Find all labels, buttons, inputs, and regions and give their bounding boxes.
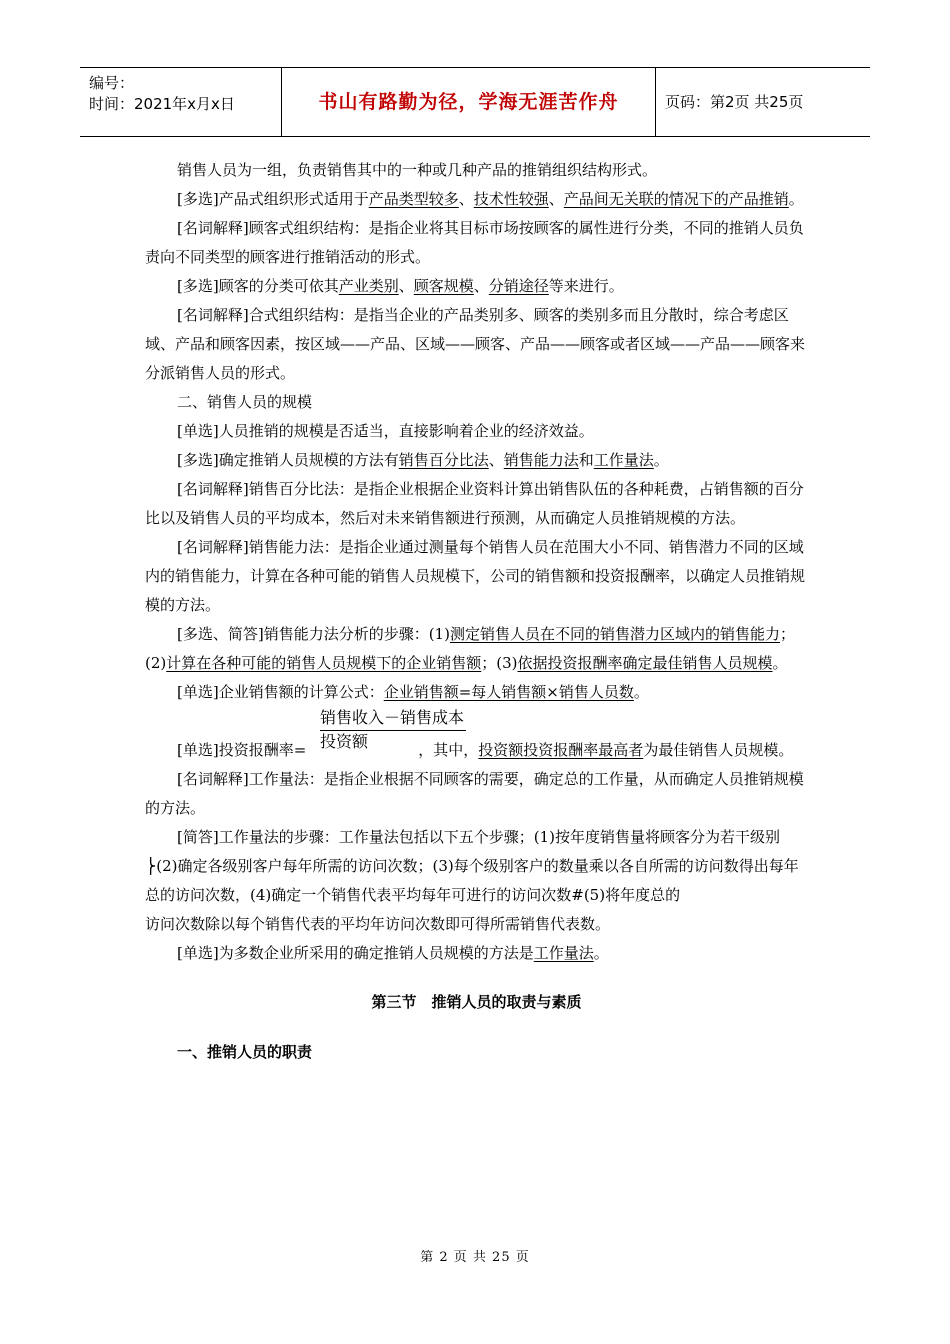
fraction-denominator: 投资额 xyxy=(320,732,369,751)
paragraph: 销售人员为一组，负责销售其中的一种或几种产品的推销组织结构形式。 xyxy=(177,161,658,179)
paragraph: 访问次数除以每个销售代表的平均年访问次数即可得所需销售代表数。 xyxy=(145,915,611,933)
header-page-info: 页码：第2页 共25页 xyxy=(665,93,804,111)
underlined-answer: 分销途径 xyxy=(488,277,549,295)
page-footer: 第 2 页 共 25 页 xyxy=(420,1250,530,1265)
header-meta xyxy=(80,68,282,136)
underlined-answer: 顾客规模 xyxy=(413,277,474,295)
underlined-answer: 技术性较强 xyxy=(473,190,549,208)
underlined-answer: 工作量法 xyxy=(533,944,594,962)
subsection-title: 一、推销人员的职责 xyxy=(177,1043,313,1061)
underlined-answer: 企业销售额=每人销售额×销售人员数 xyxy=(383,683,634,701)
underlined-answer: 计算在各种可能的销售人员规模下的企业销售额 xyxy=(166,654,482,672)
underlined-answer: 测定销售人员在不同的销售潜力区域内的销售能力 xyxy=(449,625,780,643)
underlined-answer: 依据投资报酬率确定最佳销售人员规模 xyxy=(517,654,773,672)
page-header xyxy=(80,67,870,137)
paragraph: [单选]企业销售额的计算公式：企业销售额=每人销售额×销售人员数。 xyxy=(177,683,649,701)
fraction-numerator: 销售收入－销售成本 xyxy=(320,707,466,731)
doc-time-label: 时间：2021年x月x日 xyxy=(89,95,235,113)
paragraph: [单选]为多数企业所采用的确定推销人员规模的方法是工作量法。 xyxy=(177,944,609,962)
document-body xyxy=(145,156,808,1067)
underlined-answer: 工作量法 xyxy=(593,451,654,469)
underlined-answer: 产品间无关联的情况下的产品推销 xyxy=(563,190,789,208)
underlined-answer: 投资额投资报酬率最高者 xyxy=(478,741,644,759)
paragraph: [多选、简答]销售能力法分析的步骤：(1)测定销售人员在不同的销售潜力区域内的销售能力；(2)计算在各种可能的销售人员规模下的企业销售额；(3)依据投资报酬率确定最佳销售人员规模。 xyxy=(145,625,795,672)
paragraph: [名词解释]销售百分比法：是指企业根据企业资料计算出销售队伍的各种耗费，占销售额的百分比以及销售人员的平均成本，然后对未来销售额进行预测，从而确定人员推销规模的方法。 xyxy=(145,480,804,527)
paragraph: [名词解释]合式组织结构：是指当企业的产品类别多、顾客的类别多而且分散时，综合考虑区域、产品和顾客因素，按区域——产品、区域——顾客、产品——顾客或者区域——产品——顾客来分派销售人员的形式。 xyxy=(145,306,806,382)
doc-number-label: 编号： xyxy=(89,74,135,92)
roi-fraction xyxy=(320,707,466,753)
underlined-answer: 产业类别 xyxy=(338,277,399,295)
paragraph: [简答]工作量法的步骤：工作量法包括以下五个步骤；(1)按年度销售量将顾客分为若干级别⎬(2)确定各级别客户每年所需的访问次数；(3)每个级别客户的数量乘以各自所需的访问数得出每年总的访问次数，(4)确定一个销售代表平均每年可进行的访问次数#(5)将年度总的 xyxy=(145,828,799,904)
paragraph: [名词解释]工作量法：是指企业根据不同顾客的需要，确定总的工作量，从而确定人员推销规模的方法。 xyxy=(145,770,804,817)
paragraph: 二、销售人员的规模 xyxy=(177,393,313,411)
paragraph: [名词解释]销售能力法：是指企业通过测量每个销售人员在范围大小不同、销售潜力不同的区域内的销售能力，计算在各种可能的销售人员规模下，公司的销售额和投资报酬率，以确定人员推销规模的方法。 xyxy=(145,538,806,614)
formula-line xyxy=(145,707,808,765)
paragraph: [单选]投资报酬率= ，其中，投资额投资报酬率最高者为最佳销售人员规模。 xyxy=(177,741,794,759)
paragraph: [多选]顾客的分类可依其产业类别、顾客规模、分销途径等来进行。 xyxy=(177,277,624,295)
underlined-answer: 产品类型较多 xyxy=(368,190,459,208)
paragraph: [单选]人员推销的规模是否适当，直接影响着企业的经济效益。 xyxy=(177,422,594,440)
section-title: 第三节 推销人员的取责与素质 xyxy=(371,993,582,1011)
paragraph: [多选]产品式组织形式适用于产品类型较多、技术性较强、产品间无关联的情况下的产品推销。 xyxy=(177,190,804,208)
paragraph: [名词解释]顾客式组织结构：是指企业将其目标市场按顾客的属性进行分类，不同的推销人员负责向不同类型的顾客进行推销活动的形式。 xyxy=(145,219,804,266)
header-motto: 书山有路勤为径，学海无涯苦作舟 xyxy=(282,68,656,136)
underlined-answer: 销售能力法 xyxy=(503,451,579,469)
paragraph: [多选]确定推销人员规模的方法有销售百分比法、销售能力法和工作量法。 xyxy=(177,451,669,469)
underlined-answer: 销售百分比法 xyxy=(398,451,489,469)
